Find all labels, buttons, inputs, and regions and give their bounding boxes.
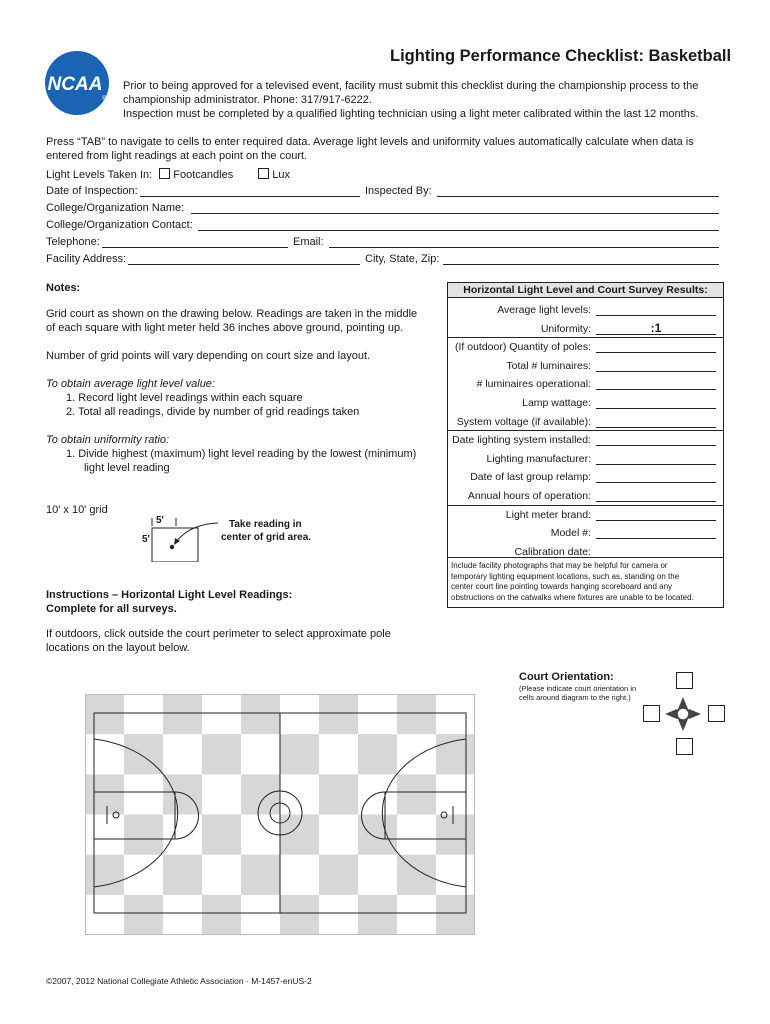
- survey-row-label: Date lighting system installed:: [452, 434, 591, 447]
- survey-row-label: Calibration date:: [514, 545, 591, 558]
- college-field[interactable]: [191, 213, 719, 214]
- light-levels-row: [46, 168, 290, 181]
- compass-icon: [663, 697, 703, 731]
- grid-cell: [124, 895, 163, 935]
- intro-line-2: championship administrator. Phone: 317/917-6222.: [123, 94, 372, 106]
- survey-row-label: Lighting manufacturer:: [486, 452, 591, 465]
- uni-step-1-line1: 1. Divide highest (maximum) light level reading by the lowest (minimum): [66, 448, 417, 460]
- survey-row-field[interactable]: [596, 501, 716, 502]
- survey-row-field[interactable]: [596, 427, 716, 428]
- tab-instruction-1: Press “TAB” to navigate to cells to enter required data. Average light levels and uniformity values automatically calculate when data is: [46, 136, 694, 148]
- grid-cell: [202, 815, 241, 855]
- survey-row-label: # luminaires operational:: [476, 378, 591, 391]
- grid-cell: [358, 815, 397, 855]
- outdoor-line-2: locations on the layout below.: [46, 642, 190, 654]
- grid-cell: [124, 734, 163, 774]
- date-label: Date of Inspection:: [46, 185, 138, 197]
- inspected-by-label: Inspected By:: [365, 185, 432, 197]
- reading-note-1: Take reading in: [229, 519, 302, 530]
- dim-side: 5': [142, 534, 150, 545]
- grid-cell: [241, 694, 280, 734]
- grid-cell: [436, 815, 475, 855]
- survey-row-label: System voltage (if available):: [456, 415, 591, 428]
- survey-row-label: Annual hours of operation:: [467, 490, 591, 502]
- survey-row-label: Total # luminaires:: [506, 359, 591, 372]
- grid-cell: [85, 774, 124, 814]
- notes-p1-line2: of each square with light meter held 36 inches above ground, pointing up.: [46, 322, 404, 334]
- survey-row: [448, 487, 723, 505]
- survey-row: [448, 450, 723, 468]
- intro-line-1: Prior to being approved for a televised event, facility must submit this checklist during the championship process to the: [123, 80, 699, 92]
- hll-heading-2: Complete for all surveys.: [46, 603, 177, 615]
- survey-row: [448, 506, 723, 524]
- survey-row-field[interactable]: [596, 464, 716, 465]
- email-field[interactable]: [329, 247, 719, 248]
- grid-cell: [202, 895, 241, 935]
- logo-mark: ®: [102, 96, 107, 102]
- survey-row-field[interactable]: [596, 352, 716, 353]
- survey-note-line-1: Include facility photographs that may be helpful for camera or: [451, 561, 668, 570]
- grid-cell: [397, 774, 436, 814]
- grid-cell: [358, 734, 397, 774]
- telephone-field[interactable]: [102, 247, 288, 248]
- lux-checkbox[interactable]: [258, 168, 269, 179]
- survey-row: [448, 524, 723, 542]
- survey-row-label: Uniformity:: [540, 322, 591, 335]
- survey-row-label: Date of last group relamp:: [470, 471, 591, 484]
- avg-heading: To obtain average light level value:: [46, 378, 215, 390]
- outdoor-line-1: If outdoors, click outside the court perimeter to select approximate pole: [46, 628, 391, 640]
- survey-row-field[interactable]: [596, 389, 716, 390]
- avg-step-2: 2. Total all readings, divide by number of grid readings taken: [66, 406, 360, 418]
- orientation-box-east[interactable]: [708, 705, 725, 722]
- grid-cell: [397, 694, 436, 734]
- survey-row: [448, 468, 723, 486]
- survey-row-field[interactable]: [596, 315, 716, 316]
- survey-note-line-4: obstructions on the catwalks where fixtures are unable to be located.: [451, 592, 694, 602]
- court-diagram[interactable]: [85, 694, 475, 935]
- page-title: Lighting Performance Checklist: Basketball: [390, 47, 732, 65]
- survey-note-line-2: temporary lighting equipment locations, such as, standing on the: [451, 571, 680, 581]
- email-label: Email:: [293, 236, 324, 248]
- survey-heading: Horizontal Light Level and Court Survey Results:: [448, 283, 723, 298]
- orientation-heading: Court Orientation:: [519, 671, 614, 683]
- grid-cell: [163, 855, 202, 895]
- orientation-box-north[interactable]: [676, 672, 693, 689]
- contact-field[interactable]: [198, 230, 719, 231]
- grid-cell: [319, 774, 358, 814]
- survey-results-box: [447, 282, 724, 608]
- grid-cell: [397, 855, 436, 895]
- survey-note-line-3: center court line pointing towards hanging scoreboard and any: [451, 582, 673, 591]
- survey-row: [448, 338, 723, 356]
- city-label: City, State, Zip:: [365, 253, 440, 265]
- survey-row-field[interactable]: [596, 408, 716, 409]
- avg-step-1: 1. Record light level readings within each square: [66, 392, 303, 404]
- orientation-sub-2: cells around diagram to the right.): [519, 693, 631, 702]
- uni-heading: To obtain uniformity ratio:: [46, 434, 170, 446]
- contact-label: College/Organization Contact:: [46, 219, 193, 231]
- intro-line-3: Inspection must be completed by a qualified lighting technician using a light meter calibrated within the last 12 months.: [123, 108, 699, 120]
- city-field[interactable]: [443, 264, 719, 265]
- grid-cell: [280, 734, 319, 774]
- survey-row-field[interactable]: [596, 538, 716, 539]
- grid-cell: [85, 694, 124, 734]
- orientation-box-south[interactable]: [676, 738, 693, 755]
- survey-row: [448, 394, 723, 412]
- survey-row-field[interactable]: [596, 445, 716, 446]
- survey-row-value: :1: [650, 320, 662, 335]
- ncaa-logo: [44, 50, 110, 116]
- notes-heading: Notes:: [46, 282, 81, 294]
- grid-cell: [124, 815, 163, 855]
- footer: ©2007, 2012 National Collegiate Athletic Association · M-1457-enUS-2: [46, 976, 312, 986]
- survey-row: [448, 431, 723, 449]
- survey-row-field[interactable]: [596, 371, 716, 372]
- tab-instruction-2: entered from light readings at each point on the court.: [46, 150, 308, 162]
- orientation-box-west[interactable]: [643, 705, 660, 722]
- grid-cell: [280, 895, 319, 935]
- orientation-sub-1: (Please indicate court orientation in: [519, 684, 637, 693]
- grid-cell: [85, 855, 124, 895]
- uni-step-1-line2: light level reading: [84, 462, 170, 474]
- survey-row-label: Average light levels:: [497, 304, 591, 316]
- light-levels-label: Light Levels Taken In:: [46, 169, 153, 181]
- notes-p2: Number of grid points will vary depending on court size and layout.: [46, 350, 371, 362]
- survey-row: [448, 320, 723, 338]
- date-field[interactable]: [140, 196, 360, 197]
- inspected-by-field[interactable]: [437, 196, 719, 197]
- dim-top: 5': [156, 515, 164, 526]
- survey-row: [448, 301, 723, 319]
- survey-row-label: Lamp wattage:: [522, 397, 591, 409]
- grid-cell: [241, 774, 280, 814]
- grid-cell: [319, 855, 358, 895]
- survey-row: [448, 357, 723, 375]
- survey-row-field[interactable]: [596, 520, 716, 521]
- address-label: Facility Address:: [46, 253, 127, 265]
- grid-cell: [163, 774, 202, 814]
- grid-cell: [163, 694, 202, 734]
- hll-heading-1: Instructions – Horizontal Light Level Readings:: [46, 589, 293, 601]
- notes-p1-line1: Grid court as shown on the drawing below. Readings are taken in the middle: [46, 308, 418, 320]
- footcandles-checkbox[interactable]: [159, 168, 170, 179]
- grid-cell: [202, 734, 241, 774]
- grid-label: 10' x 10' grid: [46, 504, 108, 516]
- college-label: College/Organization Name:: [46, 202, 185, 214]
- survey-row-field[interactable]: [596, 482, 716, 483]
- footcandles-label: Footcandles: [173, 169, 234, 181]
- grid-cell: [241, 855, 280, 895]
- grid-cell: [319, 694, 358, 734]
- grid-cell: [358, 895, 397, 935]
- grid-cell: [436, 895, 475, 935]
- survey-row: [448, 413, 723, 431]
- survey-note: [448, 557, 723, 603]
- survey-row-label: (If outdoor) Quantity of poles:: [455, 341, 591, 354]
- logo-text: NCAA: [47, 74, 103, 95]
- reading-note-2: center of grid area.: [221, 532, 312, 543]
- survey-row: [448, 375, 723, 393]
- survey-row-label: Light meter brand:: [505, 508, 591, 521]
- telephone-label: Telephone:: [46, 236, 100, 248]
- lux-label: Lux: [272, 169, 291, 181]
- survey-row-label: Model #:: [550, 527, 591, 540]
- address-field[interactable]: [128, 264, 360, 265]
